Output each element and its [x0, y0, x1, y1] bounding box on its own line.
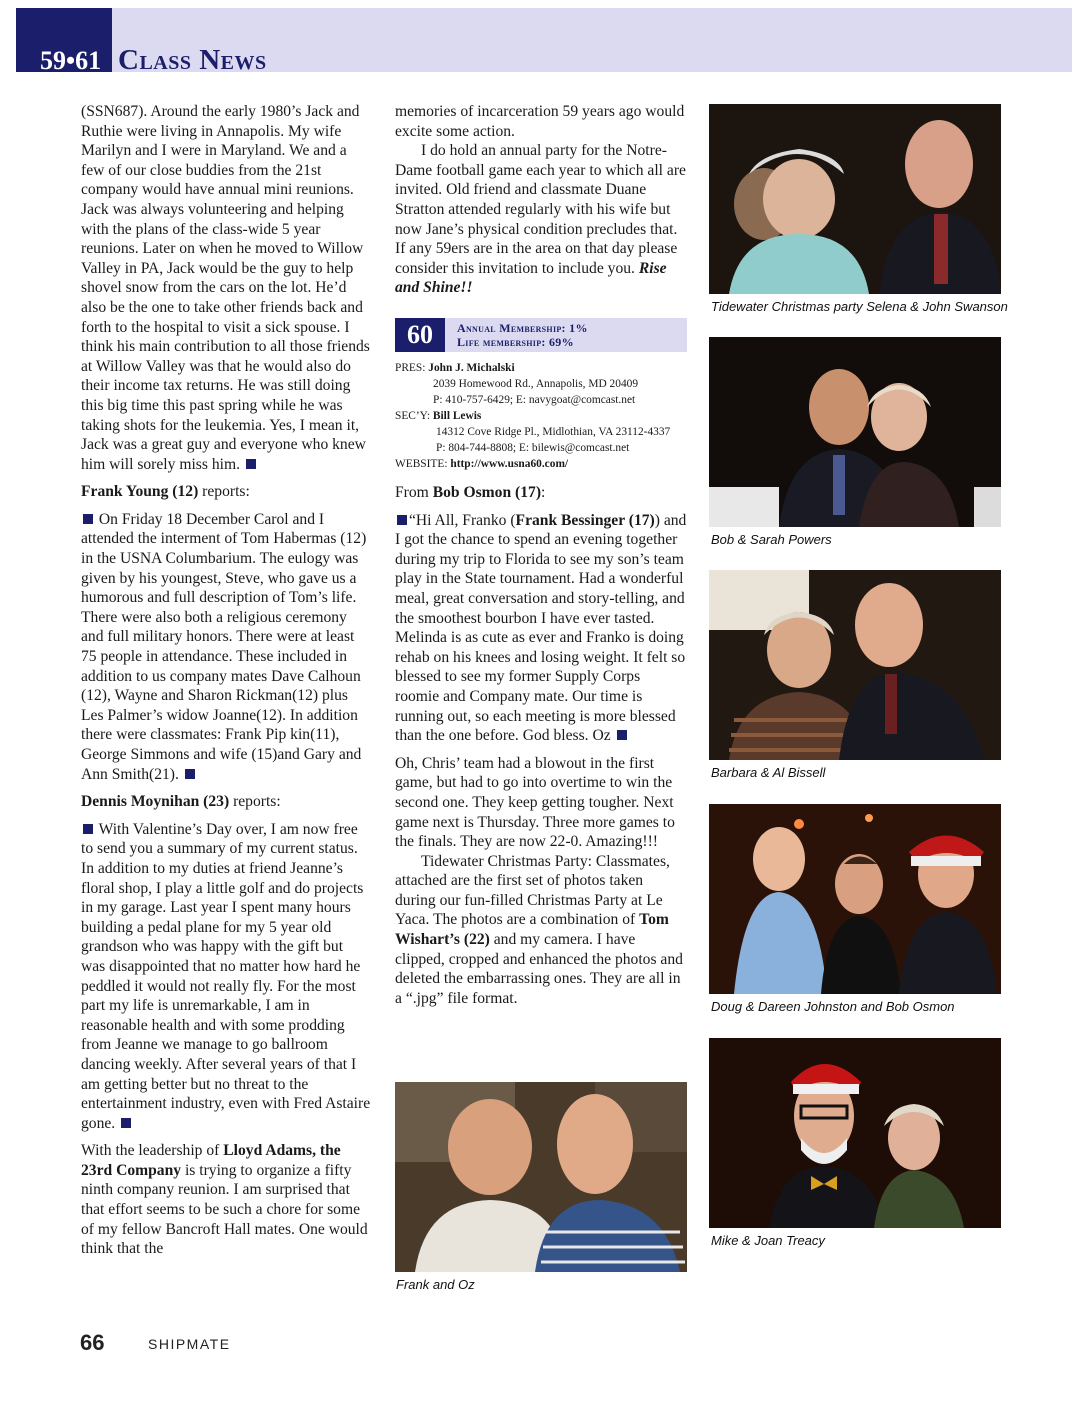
photo-bissell: [709, 570, 1001, 760]
paragraph: “Hi All, Franko (Frank Bessinger (17)) and I got the chance to spend an evening together during my trip to Florida to see my son’s team play in the State tournament. Had a wonderful meal, great conversation and story-telling, and the smoothest bourbon I have ever tasted. Melinda is as cute as ever and Franko is doing rehab on his knees and losing weight. It felt so blessed to see my former Supply Corps roomie and Company mate. Our time is running out, so each meeting is more blessed than the one before. God bless. Oz: [395, 511, 687, 745]
paragraph: Tidewater Christmas Party: Classmates, attached are the first set of photos taken during our fun-filled Christmas Party at Le Yaca. The photos are a combination of Tom Wishart’s (22) and my camera. I have clipped, cropped and enhanced the photos and deleted the embarrassing ones. They are all in a “.jpg” file format.: [395, 852, 683, 1007]
publication-name: SHIPMATE: [148, 1336, 231, 1352]
photo-johnston: [709, 804, 1001, 994]
paragraph: With Valentine’s Day over, I am now free to send you a summary of my current status. In addition to my duties at friend Jeanne’s floral shop, I play a little golf and do projects in my garage. Last year I spent many hours building a pedal plane for my 5 year old grandson who was happy with the gift but was disappointed that no matter how hard he peddled it would not really fly. For the most part my life is unremarkable, I am in reasonable health and with some prodding from Jeanne we manage to go ballroom dancing weekly. After several years of that I am getting better but no threat to the entertainment industry, even with Fred Astaire gone.: [81, 820, 371, 1132]
page-number: 66: [80, 1330, 105, 1355]
caption-swanson: Tidewater Christmas party Selena & John Swanson: [711, 299, 1008, 314]
start-mark-icon: [397, 515, 407, 525]
paragraph: memories of incarceration 59 years ago would excite some action.: [395, 103, 685, 140]
column-2-lower: [395, 483, 687, 1008]
class-number: 60: [395, 318, 445, 352]
caption-bissell: Barbara & Al Bissell: [711, 765, 826, 780]
byline: From Bob Osmon (17):: [395, 484, 546, 501]
start-mark-icon: [83, 824, 93, 834]
column-1: [81, 102, 371, 1259]
photo-powers: [709, 337, 1001, 527]
website-link[interactable]: http://www.usna60.com/: [450, 458, 569, 470]
paragraph: With the leadership of Lloyd Adams, the 23rd Company is trying to organize a fifty ninth company reunion. I am surprised that that effort seems to be such a chore for some of my fellow Bancroft Hall mates. One would think that the: [81, 1142, 368, 1258]
section-title: Class News: [118, 44, 267, 76]
photo-treacy: [709, 1038, 1001, 1228]
end-mark-icon: [185, 769, 195, 779]
caption-johnston: Doug & Dareen Johnston and Bob Osmon: [711, 999, 955, 1014]
byline: Frank Young (12) reports:: [81, 483, 250, 501]
byline: Dennis Moynihan (23) reports:: [81, 793, 281, 811]
class-contacts: PRES: John J. Michalski 2039 Homewood Rd., Annapolis, MD 20409 P: 410-757-6429; E: navygoat@comcast.net SEC’Y: Bill Lewis 14312 Cove Ridge Pl., Midlothian, VA 23112-4337 P: 804-744-8808; E: bilewis@comcast.net WEBSITE: http://www.usna60.com/: [395, 362, 671, 470]
paragraph: (SSN687). Around the early 1980’s Jack and Ruthie were living in Annapolis. My wife Marilyn and I were in Maryland. We and a few of our close buddies from the 21st company would have annual mini reunions. Jack was always volunteering and helping with the plans of the class-wide 5 year reunions. Later on when he moved to Willow Valley in PA, Jack would be the guy to help shovel snow from the cars on the lot. He’d also be the one to take other friends back and forth to the hospital to visit a sick spouse. I think his main contribution to all those friends at Willow Valley was that he would also do their income tax returns. He was still doing this big time this past spring while he was taking shots for the leukemia. Yes, I mean it, Jack was a great guy and everyone who knew him will sorely miss him.: [81, 103, 370, 473]
annual-membership: Annual Membership: 1%: [457, 321, 588, 335]
paragraph: On Friday 18 December Carol and I attended the interment of Tom Habermas (12) in the USNA Columbarium. The eulogy was given by his youngest, Steve, who gave us a humorous and full description of Tom’s life. There were also both a religious ceremony and full military honors. There were at least 75 people in attendance. These included in addition to us company mates Dave Calhoun (12), Wayne and Sharon Rickman(12) plus Les Palmer’s widow Joanne(12). In addition there were classmates: Frank Pip kin(11), George Simmons and wife (15)and Gary and Ann Smith(21).: [81, 510, 367, 783]
photo-swanson: [709, 104, 1001, 294]
paragraph: Oh, Chris’ team had a blowout in the first game, but had to go into overtime to win the second one. They keep getting tougher. Next game next is Thursday. Three more games to the finals. They are now 22-0. Amazing!!!: [395, 754, 675, 851]
end-mark-icon: [617, 730, 627, 740]
end-mark-icon: [121, 1118, 131, 1128]
start-mark-icon: [83, 514, 93, 524]
class-years: 59•61: [40, 46, 102, 75]
caption-frank-and-oz: Frank and Oz: [396, 1277, 475, 1292]
column-2: [395, 102, 687, 298]
caption-treacy: Mike & Joan Treacy: [711, 1233, 825, 1248]
life-membership: Life membership: 69%: [457, 335, 574, 349]
caption-powers: Bob & Sarah Powers: [711, 532, 832, 547]
photo-frank-and-oz: [395, 1082, 687, 1272]
paragraph: I do hold an annual party for the Notre-Dame football game each year to which all are invited. Old friend and classmate Duane Stratton attended regularly with his wife but now Jane’s physical condition precludes that. If any 59ers are in the area on that day please consider this invitation to include you. Rise and Shine!!: [395, 142, 686, 297]
class-60-stats: [395, 318, 687, 352]
end-mark-icon: [246, 459, 256, 469]
